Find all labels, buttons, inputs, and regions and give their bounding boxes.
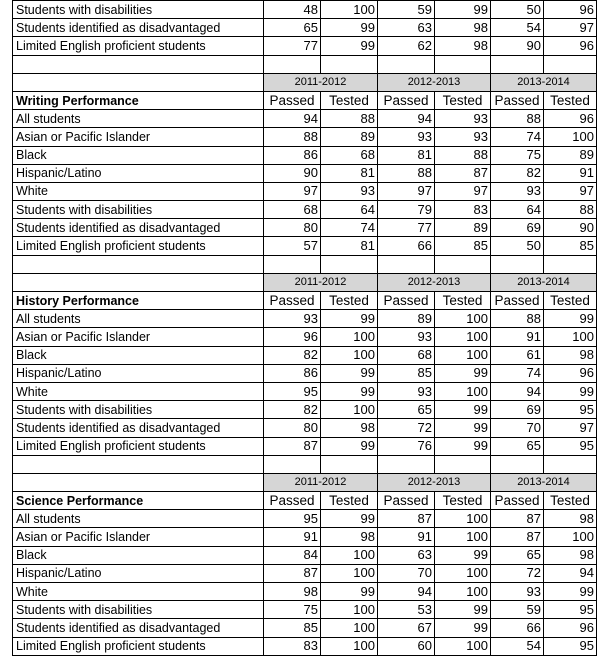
value-cell: 89: [321, 128, 378, 146]
value-cell: 69: [491, 219, 544, 237]
column-subheader: Passed: [264, 292, 321, 310]
value-cell: 98: [435, 19, 491, 37]
column-subheader: Tested: [321, 492, 378, 510]
value-cell: 84: [264, 546, 321, 564]
value-cell: 80: [264, 219, 321, 237]
value-cell: 99: [321, 364, 378, 382]
blank-cell: [13, 73, 264, 91]
value-cell: 65: [491, 546, 544, 564]
value-cell: 48: [264, 1, 321, 19]
value-cell: 94: [491, 382, 544, 400]
blank-cell: [13, 455, 264, 473]
section-title: Writing Performance: [13, 91, 264, 109]
value-cell: 85: [544, 237, 597, 255]
value-cell: 62: [378, 37, 435, 55]
value-cell: 81: [378, 146, 435, 164]
blank-cell: [544, 255, 597, 273]
value-cell: 87: [491, 528, 544, 546]
value-cell: 95: [544, 637, 597, 655]
value-cell: 70: [491, 419, 544, 437]
row-label: All students: [13, 110, 264, 128]
row-label: Students with disabilities: [13, 1, 264, 19]
value-cell: 79: [378, 201, 435, 219]
table-row: [13, 164, 597, 182]
table-row: [13, 364, 597, 382]
value-cell: 88: [491, 310, 544, 328]
blank-cell: [321, 455, 378, 473]
value-cell: 76: [378, 437, 435, 455]
value-cell: 88: [544, 201, 597, 219]
column-subheader: Passed: [491, 492, 544, 510]
table-row: [13, 201, 597, 219]
value-cell: 85: [435, 237, 491, 255]
value-cell: 100: [435, 637, 491, 655]
value-cell: 95: [264, 382, 321, 400]
blank-cell: [378, 255, 435, 273]
section-header-row: [13, 492, 597, 510]
blank-cell: [321, 255, 378, 273]
value-cell: 64: [321, 201, 378, 219]
value-cell: 100: [544, 328, 597, 346]
column-subheader: Passed: [378, 292, 435, 310]
row-label: All students: [13, 310, 264, 328]
table-row: [13, 437, 597, 455]
column-subheader: Tested: [435, 492, 491, 510]
value-cell: 93: [378, 382, 435, 400]
row-label: Students with disabilities: [13, 601, 264, 619]
table-row: [13, 328, 597, 346]
value-cell: 59: [378, 1, 435, 19]
table-row: [13, 237, 597, 255]
row-label: Hispanic/Latino: [13, 164, 264, 182]
value-cell: 94: [378, 583, 435, 601]
column-subheader: Tested: [544, 492, 597, 510]
value-cell: 97: [378, 182, 435, 200]
value-cell: 96: [544, 364, 597, 382]
value-cell: 80: [264, 419, 321, 437]
value-cell: 95: [544, 401, 597, 419]
column-subheader: Passed: [378, 492, 435, 510]
value-cell: 99: [435, 546, 491, 564]
column-subheader: Passed: [491, 91, 544, 109]
value-cell: 88: [435, 146, 491, 164]
value-cell: 97: [435, 182, 491, 200]
spacer-row: [13, 55, 597, 73]
row-label: White: [13, 583, 264, 601]
column-subheader: Tested: [321, 292, 378, 310]
section-title: Science Performance: [13, 492, 264, 510]
value-cell: 98: [321, 528, 378, 546]
value-cell: 67: [378, 619, 435, 637]
row-label: Students with disabilities: [13, 401, 264, 419]
value-cell: 96: [544, 37, 597, 55]
table-row: [13, 583, 597, 601]
table-row: [13, 1, 597, 19]
value-cell: 100: [435, 564, 491, 582]
value-cell: 93: [491, 182, 544, 200]
value-cell: 69: [491, 401, 544, 419]
value-cell: 68: [321, 146, 378, 164]
blank-cell: [491, 55, 544, 73]
value-cell: 88: [321, 110, 378, 128]
value-cell: 100: [321, 346, 378, 364]
value-cell: 83: [264, 637, 321, 655]
table-row: [13, 601, 597, 619]
value-cell: 99: [321, 583, 378, 601]
value-cell: 50: [491, 1, 544, 19]
table-row: [13, 510, 597, 528]
value-cell: 72: [491, 564, 544, 582]
column-subheader: Tested: [544, 292, 597, 310]
row-label: Limited English proficient students: [13, 437, 264, 455]
value-cell: 98: [544, 346, 597, 364]
value-cell: 63: [378, 546, 435, 564]
value-cell: 100: [435, 583, 491, 601]
value-cell: 99: [435, 401, 491, 419]
row-label: White: [13, 382, 264, 400]
blank-cell: [321, 55, 378, 73]
value-cell: 85: [264, 619, 321, 637]
table-row: [13, 110, 597, 128]
year-header: 2011-2012: [264, 273, 378, 291]
value-cell: 98: [544, 546, 597, 564]
value-cell: 96: [544, 110, 597, 128]
section-header-row: [13, 91, 597, 109]
row-label: Black: [13, 346, 264, 364]
value-cell: 99: [435, 437, 491, 455]
value-cell: 87: [264, 437, 321, 455]
value-cell: 99: [321, 310, 378, 328]
value-cell: 60: [378, 637, 435, 655]
value-cell: 99: [321, 382, 378, 400]
value-cell: 74: [491, 128, 544, 146]
blank-cell: [435, 455, 491, 473]
table-row: [13, 419, 597, 437]
table-row: [13, 401, 597, 419]
value-cell: 97: [544, 419, 597, 437]
blank-cell: [378, 455, 435, 473]
blank-cell: [491, 455, 544, 473]
year-header-row: [13, 473, 597, 491]
value-cell: 66: [378, 237, 435, 255]
table-row: [13, 128, 597, 146]
value-cell: 57: [264, 237, 321, 255]
value-cell: 93: [378, 328, 435, 346]
value-cell: 97: [544, 182, 597, 200]
value-cell: 66: [491, 619, 544, 637]
row-label: Students identified as disadvantaged: [13, 619, 264, 637]
value-cell: 54: [491, 637, 544, 655]
table-row: [13, 182, 597, 200]
spacer-row: [13, 255, 597, 273]
table-row: [13, 619, 597, 637]
value-cell: 88: [378, 164, 435, 182]
value-cell: 99: [321, 510, 378, 528]
value-cell: 89: [544, 146, 597, 164]
value-cell: 97: [544, 19, 597, 37]
column-subheader: Tested: [435, 292, 491, 310]
value-cell: 93: [491, 583, 544, 601]
value-cell: 99: [435, 1, 491, 19]
row-label: Asian or Pacific Islander: [13, 128, 264, 146]
value-cell: 74: [491, 364, 544, 382]
value-cell: 81: [321, 164, 378, 182]
table-row: [13, 19, 597, 37]
value-cell: 65: [264, 19, 321, 37]
value-cell: 77: [378, 219, 435, 237]
value-cell: 100: [321, 1, 378, 19]
year-header: 2011-2012: [264, 473, 378, 491]
value-cell: 97: [264, 182, 321, 200]
value-cell: 96: [264, 328, 321, 346]
value-cell: 50: [491, 237, 544, 255]
table-row: [13, 346, 597, 364]
value-cell: 53: [378, 601, 435, 619]
value-cell: 100: [321, 546, 378, 564]
year-header: 2012-2013: [378, 273, 491, 291]
row-label: Students identified as disadvantaged: [13, 219, 264, 237]
value-cell: 89: [378, 310, 435, 328]
row-label: Hispanic/Latino: [13, 564, 264, 582]
value-cell: 82: [264, 346, 321, 364]
value-cell: 99: [321, 19, 378, 37]
value-cell: 96: [544, 619, 597, 637]
value-cell: 64: [491, 201, 544, 219]
value-cell: 75: [264, 601, 321, 619]
year-header: 2012-2013: [378, 73, 491, 91]
column-subheader: Passed: [491, 292, 544, 310]
row-label: Limited English proficient students: [13, 37, 264, 55]
blank-cell: [491, 255, 544, 273]
value-cell: 100: [435, 528, 491, 546]
blank-cell: [13, 473, 264, 491]
value-cell: 88: [264, 128, 321, 146]
value-cell: 100: [321, 601, 378, 619]
value-cell: 94: [264, 110, 321, 128]
value-cell: 100: [321, 619, 378, 637]
value-cell: 54: [491, 19, 544, 37]
row-label: All students: [13, 510, 264, 528]
value-cell: 100: [321, 564, 378, 582]
column-subheader: Tested: [435, 91, 491, 109]
row-label: Students with disabilities: [13, 201, 264, 219]
value-cell: 100: [435, 346, 491, 364]
table-row: [13, 219, 597, 237]
blank-cell: [435, 255, 491, 273]
year-header-row: [13, 73, 597, 91]
value-cell: 77: [264, 37, 321, 55]
performance-table: [12, 0, 597, 656]
value-cell: 83: [435, 201, 491, 219]
row-label: Limited English proficient students: [13, 237, 264, 255]
value-cell: 100: [435, 510, 491, 528]
value-cell: 98: [264, 583, 321, 601]
row-label: Asian or Pacific Islander: [13, 528, 264, 546]
blank-cell: [13, 273, 264, 291]
value-cell: 99: [544, 382, 597, 400]
value-cell: 100: [544, 528, 597, 546]
value-cell: 100: [321, 328, 378, 346]
value-cell: 100: [321, 637, 378, 655]
spacer-row: [13, 455, 597, 473]
row-label: Hispanic/Latino: [13, 364, 264, 382]
value-cell: 90: [491, 37, 544, 55]
value-cell: 72: [378, 419, 435, 437]
value-cell: 100: [544, 128, 597, 146]
year-header: 2013-2014: [491, 473, 597, 491]
value-cell: 99: [435, 364, 491, 382]
value-cell: 98: [435, 37, 491, 55]
value-cell: 99: [435, 419, 491, 437]
value-cell: 98: [544, 510, 597, 528]
blank-cell: [264, 55, 321, 73]
value-cell: 100: [435, 382, 491, 400]
value-cell: 87: [491, 510, 544, 528]
value-cell: 87: [378, 510, 435, 528]
year-header: 2013-2014: [491, 73, 597, 91]
value-cell: 86: [264, 146, 321, 164]
value-cell: 91: [378, 528, 435, 546]
value-cell: 88: [491, 110, 544, 128]
section-header-row: [13, 292, 597, 310]
value-cell: 59: [491, 601, 544, 619]
value-cell: 100: [435, 328, 491, 346]
value-cell: 91: [544, 164, 597, 182]
value-cell: 87: [435, 164, 491, 182]
value-cell: 87: [264, 564, 321, 582]
year-header-row: [13, 273, 597, 291]
value-cell: 70: [378, 564, 435, 582]
row-label: Students identified as disadvantaged: [13, 19, 264, 37]
value-cell: 90: [544, 219, 597, 237]
value-cell: 93: [435, 110, 491, 128]
value-cell: 75: [491, 146, 544, 164]
value-cell: 95: [264, 510, 321, 528]
value-cell: 94: [544, 564, 597, 582]
row-label: Black: [13, 146, 264, 164]
value-cell: 81: [321, 237, 378, 255]
year-header: 2011-2012: [264, 73, 378, 91]
value-cell: 91: [264, 528, 321, 546]
row-label: Black: [13, 546, 264, 564]
table-row: [13, 546, 597, 564]
value-cell: 99: [321, 437, 378, 455]
value-cell: 89: [435, 219, 491, 237]
blank-cell: [544, 55, 597, 73]
value-cell: 91: [491, 328, 544, 346]
row-label: Limited English proficient students: [13, 637, 264, 655]
value-cell: 93: [378, 128, 435, 146]
column-subheader: Passed: [378, 91, 435, 109]
column-subheader: Passed: [264, 91, 321, 109]
table-row: [13, 382, 597, 400]
blank-cell: [435, 55, 491, 73]
value-cell: 82: [264, 401, 321, 419]
value-cell: 61: [491, 346, 544, 364]
column-subheader: Tested: [544, 91, 597, 109]
value-cell: 65: [378, 401, 435, 419]
value-cell: 98: [321, 419, 378, 437]
blank-cell: [544, 455, 597, 473]
year-header: 2012-2013: [378, 473, 491, 491]
value-cell: 95: [544, 601, 597, 619]
value-cell: 68: [264, 201, 321, 219]
row-label: Students identified as disadvantaged: [13, 419, 264, 437]
value-cell: 82: [491, 164, 544, 182]
row-label: Asian or Pacific Islander: [13, 328, 264, 346]
table-row: [13, 528, 597, 546]
value-cell: 65: [491, 437, 544, 455]
table-row: [13, 37, 597, 55]
blank-cell: [264, 455, 321, 473]
value-cell: 93: [435, 128, 491, 146]
value-cell: 94: [378, 110, 435, 128]
value-cell: 85: [378, 364, 435, 382]
value-cell: 100: [435, 310, 491, 328]
value-cell: 99: [321, 37, 378, 55]
value-cell: 96: [544, 1, 597, 19]
value-cell: 93: [264, 310, 321, 328]
blank-cell: [13, 55, 264, 73]
value-cell: 95: [544, 437, 597, 455]
column-subheader: Passed: [264, 492, 321, 510]
value-cell: 93: [321, 182, 378, 200]
table-row: [13, 310, 597, 328]
table-row: [13, 146, 597, 164]
value-cell: 99: [544, 310, 597, 328]
year-header: 2013-2014: [491, 273, 597, 291]
column-subheader: Tested: [321, 91, 378, 109]
value-cell: 74: [321, 219, 378, 237]
value-cell: 99: [544, 583, 597, 601]
row-label: White: [13, 182, 264, 200]
table-row: [13, 637, 597, 655]
section-title: History Performance: [13, 292, 264, 310]
value-cell: 68: [378, 346, 435, 364]
blank-cell: [378, 55, 435, 73]
value-cell: 100: [321, 401, 378, 419]
value-cell: 99: [435, 619, 491, 637]
table-row: [13, 564, 597, 582]
blank-cell: [13, 255, 264, 273]
blank-cell: [264, 255, 321, 273]
value-cell: 86: [264, 364, 321, 382]
value-cell: 99: [435, 601, 491, 619]
value-cell: 90: [264, 164, 321, 182]
value-cell: 63: [378, 19, 435, 37]
